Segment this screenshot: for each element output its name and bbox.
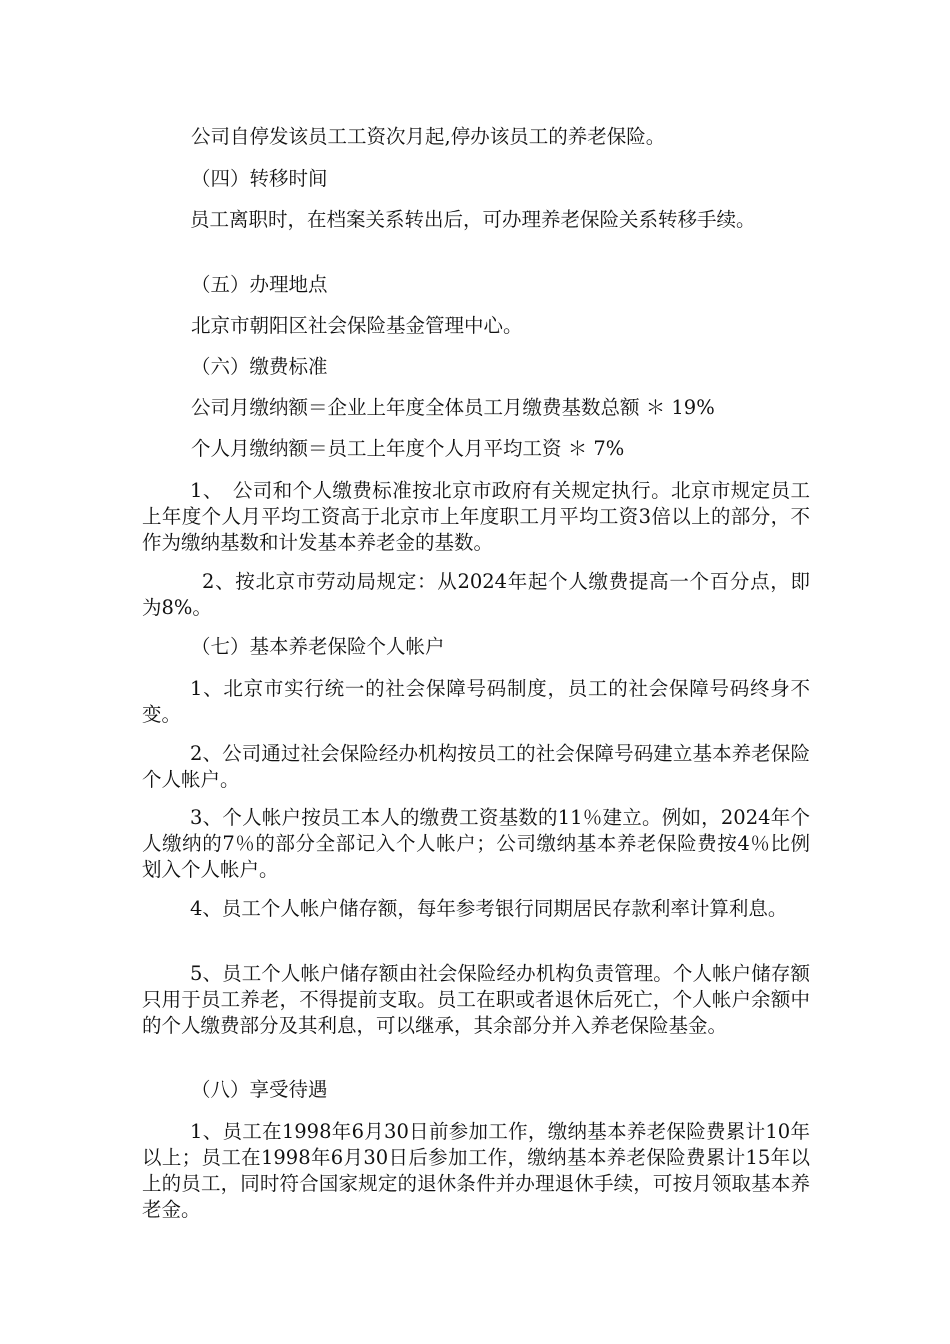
heading-location: （五）办理地点 [191,273,328,296]
paragraph-benefits-1: 1、员工在1998年6月30日前参加工作，缴纳基本养老保险费累计10年以上；员工在1998年6月30日后参加工作，缴纳基本养老保险费累计15年以上的员工，同时符合国家规定的退休条件并办理退休手续，可按月领取基本养老金。 [142,1120,810,1221]
paragraph-account-3: 3、个人帐户按员工本人的缴费工资基数的11％建立。例如，2024年个人缴纳的7％的部分全部记入个人帐户；公司缴纳基本养老保险费按4％比例划入个人帐户。 [142,806,810,881]
heading-payment-standard: （六）缴费标准 [191,355,328,378]
paragraph-account-2: 2、公司通过社会保险经办机构按员工的社会保障号码建立基本养老保险个人帐户。 [142,742,810,791]
paragraph-account-4: 4、员工个人帐户储存额，每年参考银行同期居民存款利率计算利息。 [190,897,788,920]
paragraph-item-2: 2、按北京市劳动局规定：从2024年起个人缴费提高一个百分点，即为8%。 [142,570,810,619]
paragraph-company-amount: 公司月缴纳额＝企业上年度全体员工月缴费基数总额 ＊ 19% [191,396,715,419]
heading-personal-account: （七）基本养老保险个人帐户 [191,635,445,658]
paragraph-account-5: 5、员工个人帐户储存额由社会保险经办机构负责管理。个人帐户储存额只用于员工养老，不得提前支取。员工在职或者退休后死亡，个人帐户余额中的个人缴费部分及其利息，可以继承，其余部分并入养老保险基金。 [142,962,810,1037]
paragraph-location: 北京市朝阳区社会保险基金管理中心。 [191,314,523,337]
paragraph-stop-insurance: 公司自停发该员工工资次月起,停办该员工的养老保险。 [191,125,666,148]
paragraph-transfer: 员工离职时，在档案关系转出后，可办理养老保险关系转移手续。 [190,208,756,231]
paragraph-item-1: 1、 公司和个人缴费标准按北京市政府有关规定执行。北京市规定员工上年度个人月平均工资高于北京市上年度职工月平均工资3倍以上的部分，不作为缴纳基数和计发基本养老金的基数。 [142,479,810,554]
paragraph-account-1: 1、北京市实行统一的社会保障号码制度，员工的社会保障号码终身不变。 [142,677,810,726]
heading-benefits: （八）享受待遇 [191,1078,328,1101]
heading-transfer-time: （四）转移时间 [191,167,328,190]
paragraph-personal-amount: 个人月缴纳额＝员工上年度个人月平均工资 ＊ 7% [191,437,625,460]
